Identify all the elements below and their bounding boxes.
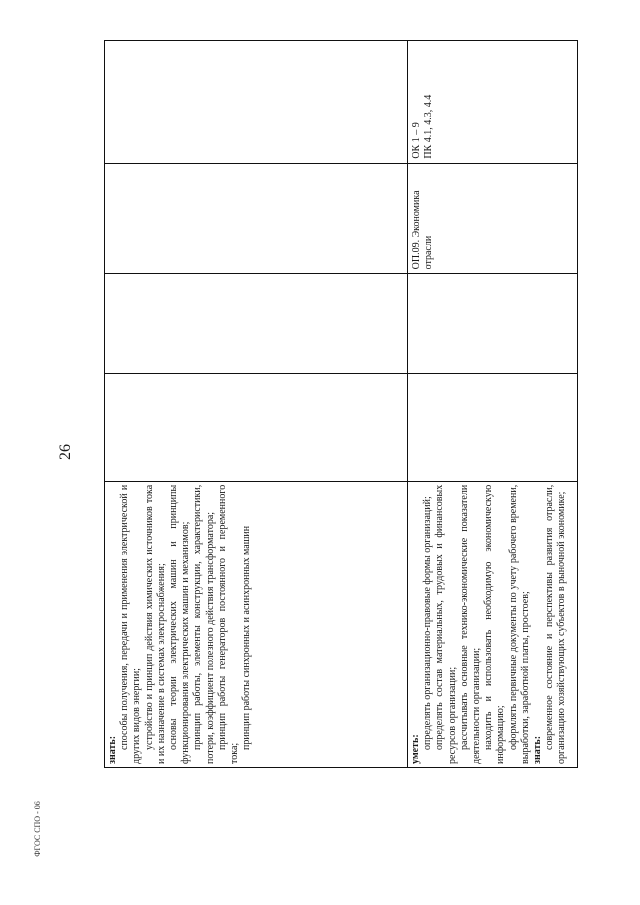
section-label: знать: xyxy=(532,735,544,764)
table-column-hours-req xyxy=(105,273,577,373)
section-label: уметь: xyxy=(410,734,421,764)
requirement-item: определять организационно-правовые формы организаций; xyxy=(422,496,434,750)
competency-table xyxy=(104,40,578,768)
requirement-item: устройство и принцип действия химических источников тока и их назначение в системах электроснабжения; xyxy=(143,484,167,764)
rotated-table-wrapper xyxy=(104,40,578,768)
table-column-description xyxy=(105,481,577,767)
requirement-item: способы получения, передачи и применения электрической и других видов энергии; xyxy=(119,484,143,764)
requirement-item: определять состав материальных, трудовых и финансовых ресурсов организации; xyxy=(434,484,458,764)
requirement-item: принцип работы синхронных и асинхронных машин xyxy=(241,525,253,750)
footer-code: ФГОС СПО - 06 xyxy=(33,801,42,857)
requirement-item: оформлять первичные документы по учету рабочего времени, выработки, заработной платы, простоев; xyxy=(507,484,531,764)
page-number: 26 xyxy=(57,444,74,460)
requirement-item: современное состояние и перспективы развития отрасли, организацию хозяйствующих субъектов в рыночной экономике; xyxy=(544,484,568,764)
requirement-item: основы теории электрических машин и принципы функционирования электрических машин и механизмов; xyxy=(168,484,192,764)
table-cell-knowledge-electro xyxy=(105,482,409,767)
requirement-item: находить и использовать необходимую экономическую информацию; xyxy=(483,484,507,764)
competency-codes xyxy=(408,41,438,163)
requirement-item: рассчитывать основные технико-экономические показатели деятельности организации; xyxy=(458,484,483,764)
professional-competencies: ПК 4.1, 4.3, 4.4 xyxy=(423,94,434,159)
row-divider xyxy=(407,274,408,373)
requirement-item: принцип работы генераторов постоянного и переменного тока; xyxy=(216,484,241,764)
section-label: знать: xyxy=(107,735,118,764)
table-cell-skills-economics xyxy=(408,482,577,767)
requirement-item: принцип работы, элементы конструкции, характеристики, потери, коэффициент полезного действия трансформатора; xyxy=(192,484,216,764)
row-divider xyxy=(407,374,408,481)
general-competencies: ОК 1 – 9 xyxy=(411,122,422,159)
discipline-name: ОП.09. Экономика отрасли xyxy=(411,190,434,270)
table-column-hours-max xyxy=(105,373,577,481)
table-column-discipline xyxy=(105,163,577,274)
table-column-competencies xyxy=(105,41,577,163)
